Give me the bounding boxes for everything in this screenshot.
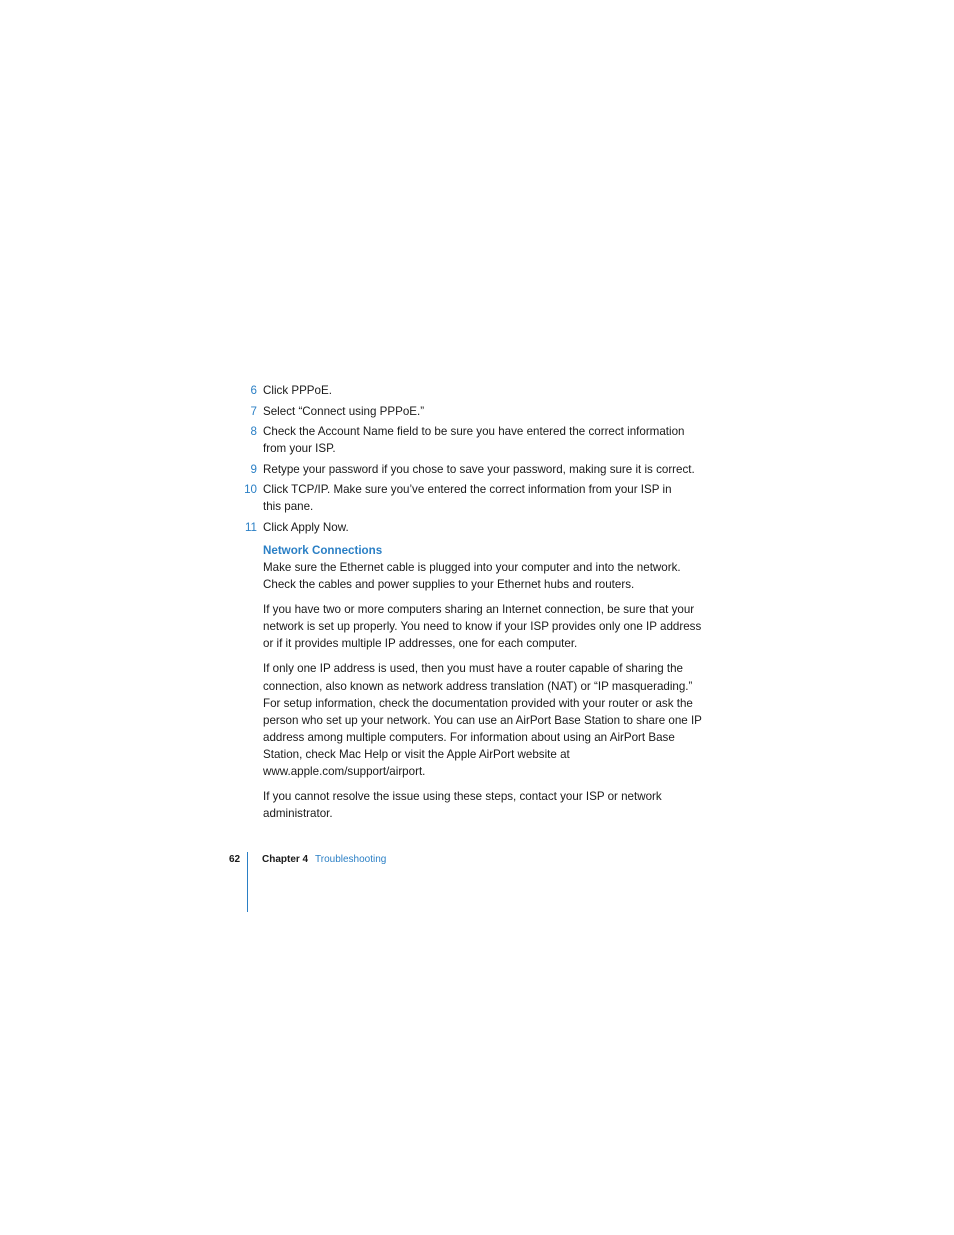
step-text: Click Apply Now. bbox=[263, 520, 349, 534]
footer-divider bbox=[247, 852, 248, 912]
step-number: 8 bbox=[250, 425, 257, 438]
step-number: 7 bbox=[250, 404, 257, 418]
list-item bbox=[236, 423, 699, 457]
step-number: 9 bbox=[250, 462, 257, 476]
step-number: 6 bbox=[250, 384, 257, 397]
paragraph: If you have two or more computers sharing an Internet connection, be sure that your network is set up properly. You need to know if your ISP provides only one IP address or if it provides multiple IP addresses, one for each computer. bbox=[263, 603, 702, 651]
page-number: 62 bbox=[229, 854, 241, 865]
numbered-steps bbox=[236, 382, 706, 539]
paragraph: Make sure the Ethernet cable is plugged into your computer and into the network. Check the cables and power supplies to your Ethernet hubs and routers. bbox=[263, 561, 681, 592]
section-heading: Network Connections bbox=[263, 544, 383, 557]
list-item bbox=[236, 481, 683, 515]
chapter-title: Troubleshooting bbox=[315, 854, 387, 865]
step-number: 10 bbox=[244, 483, 257, 496]
chapter-label: Chapter 4 bbox=[262, 854, 309, 865]
paragraph: If you cannot resolve the issue using these steps, contact your ISP or network administrator. bbox=[263, 790, 662, 821]
step-text: Click TCP/IP. Make sure you’ve entered the correct information from your ISP in this pane. bbox=[263, 483, 672, 513]
step-text: Select “Connect using PPPoE.” bbox=[263, 404, 425, 418]
step-number: 11 bbox=[244, 520, 257, 534]
step-text: Check the Account Name field to be sure you have entered the correct information from your ISP. bbox=[263, 425, 685, 455]
list-item bbox=[236, 461, 706, 478]
page-footer bbox=[0, 852, 954, 912]
list-item bbox=[236, 382, 706, 399]
paragraph: If only one IP address is used, then you must have a router capable of sharing the connection, also known as network address translation (NAT) or “IP masquerading.” For setup information, check the documentation provided with your router or ask the person who set up your network. You can use an AirPort Base Station to share one IP address among multiple computers. For information about using an AirPort Base Station, check Mac Help or visit the Apple AirPort website at www.apple.com/support/airport. bbox=[263, 662, 702, 779]
step-text: Retype your password if you chose to save your password, making sure it is correct. bbox=[263, 462, 695, 476]
step-text: Click PPPoE. bbox=[263, 384, 332, 397]
list-item bbox=[236, 403, 706, 420]
list-item bbox=[236, 519, 706, 536]
network-connections-section bbox=[263, 542, 708, 830]
